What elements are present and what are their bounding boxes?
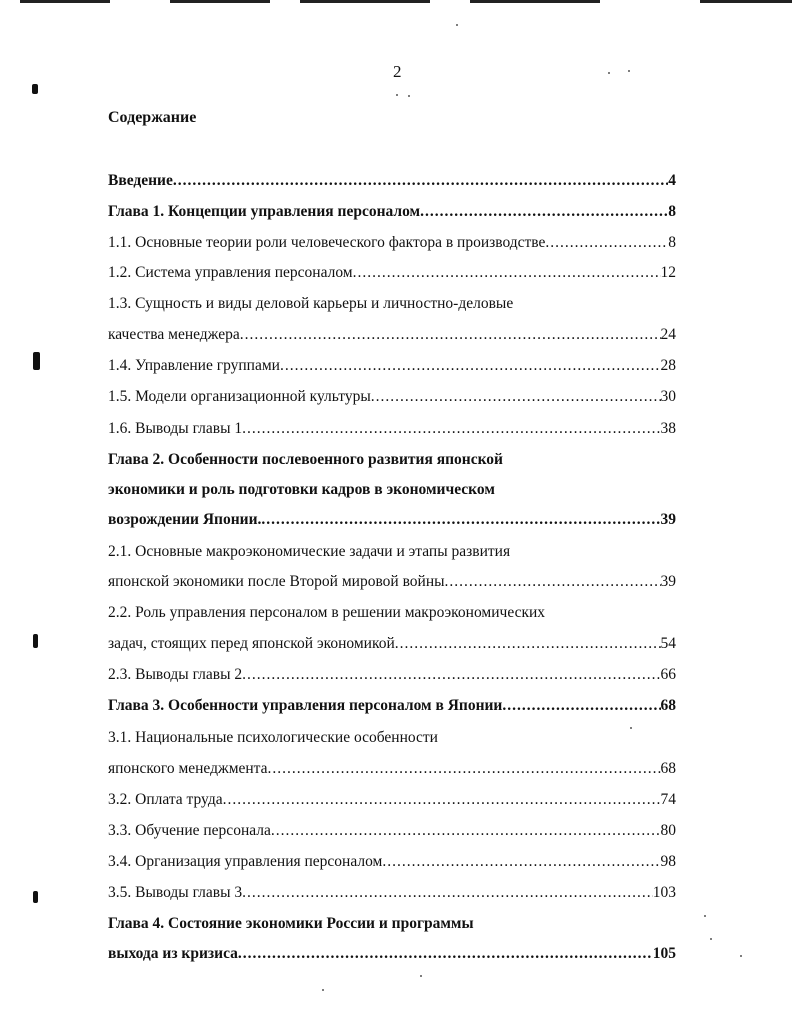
page-number: 2 <box>393 62 402 81</box>
toc-entry: японского менеджмента ..... 68 <box>108 758 676 780</box>
toc-entry: 1.5. Модели организационной культуры ..... 30 <box>108 386 676 408</box>
scan-mark <box>33 352 40 370</box>
scan-top-edge <box>700 0 792 3</box>
scan-speck <box>396 94 398 96</box>
scan-mark <box>32 84 38 94</box>
toc-entry-line: 3.1. Национальные психологические особенности <box>108 729 438 746</box>
scan-speck <box>608 72 610 74</box>
toc-entry: выхода из кризиса ..... 105 <box>108 943 676 965</box>
scan-speck <box>704 915 706 917</box>
toc-entry: японской экономики после Второй мировой войны ..... 39 <box>108 571 676 593</box>
toc-entry: возрождении Японии. ..... 39 <box>108 509 676 531</box>
toc-entry: задач, стоящих перед японской экономикой ..... 54 <box>108 633 676 655</box>
toc-entry-line: 1.3. Сущность и виды деловой карьеры и личностно-деловые <box>108 295 514 312</box>
toc-entry: 1.6. Выводы главы 1 ..... 38 <box>108 418 676 440</box>
scan-speck <box>456 24 458 26</box>
toc-entry-line: Глава 2. Особенности послевоенного развития японской <box>108 451 503 468</box>
toc-entry-line: 2.1. Основные макроэкономические задачи и этапы развития <box>108 543 511 560</box>
scan-speck <box>322 989 324 991</box>
toc-entry: 3.4. Организация управления персоналом ..... 98 <box>108 851 676 873</box>
scan-speck <box>740 955 742 957</box>
scan-speck <box>710 938 712 940</box>
scan-top-edge <box>300 0 430 3</box>
toc-entry: качества менеджера ..... 24 <box>108 324 676 346</box>
toc-entry-line: экономики и роль подготовки кадров в экономическом <box>108 481 495 498</box>
toc-entry: Глава 1. Концепции управления персоналом ..... 8 <box>108 201 676 223</box>
toc-entry-line: Глава 4. Состояние экономики России и программы <box>108 915 474 932</box>
toc-entry: Глава 3. Особенности управления персоналом в Японии ..... 68 <box>108 695 676 717</box>
scan-top-edge <box>20 0 110 3</box>
toc-entry: 3.3. Обучение персонала ..... 80 <box>108 820 676 842</box>
scan-top-edge <box>470 0 600 3</box>
toc-entry: 3.2. Оплата труда ..... 74 <box>108 789 676 811</box>
toc-entry: 1.1. Основные теории роли человеческого фактора в производстве ..... 8 <box>108 232 676 254</box>
scan-speck <box>408 95 410 97</box>
toc-entry: 2.3. Выводы главы 2 ..... 66 <box>108 664 676 686</box>
toc-entry: Введение ..... 4 <box>108 170 676 192</box>
toc-entry-line: 2.2. Роль управления персоналом в решении макроэкономических <box>108 604 546 621</box>
scan-speck <box>628 70 630 72</box>
toc-entry: 3.5. Выводы главы 3 ..... 103 <box>108 882 676 904</box>
toc-entry: 1.4. Управление группами ..... 28 <box>108 355 676 377</box>
scan-speck <box>420 975 422 977</box>
scan-mark <box>33 891 38 903</box>
scan-top-edge <box>170 0 270 3</box>
toc-entry: 1.2. Система управления персоналом ..... 12 <box>108 262 676 284</box>
toc-heading: Содержание <box>108 109 197 126</box>
scan-mark <box>33 634 38 648</box>
